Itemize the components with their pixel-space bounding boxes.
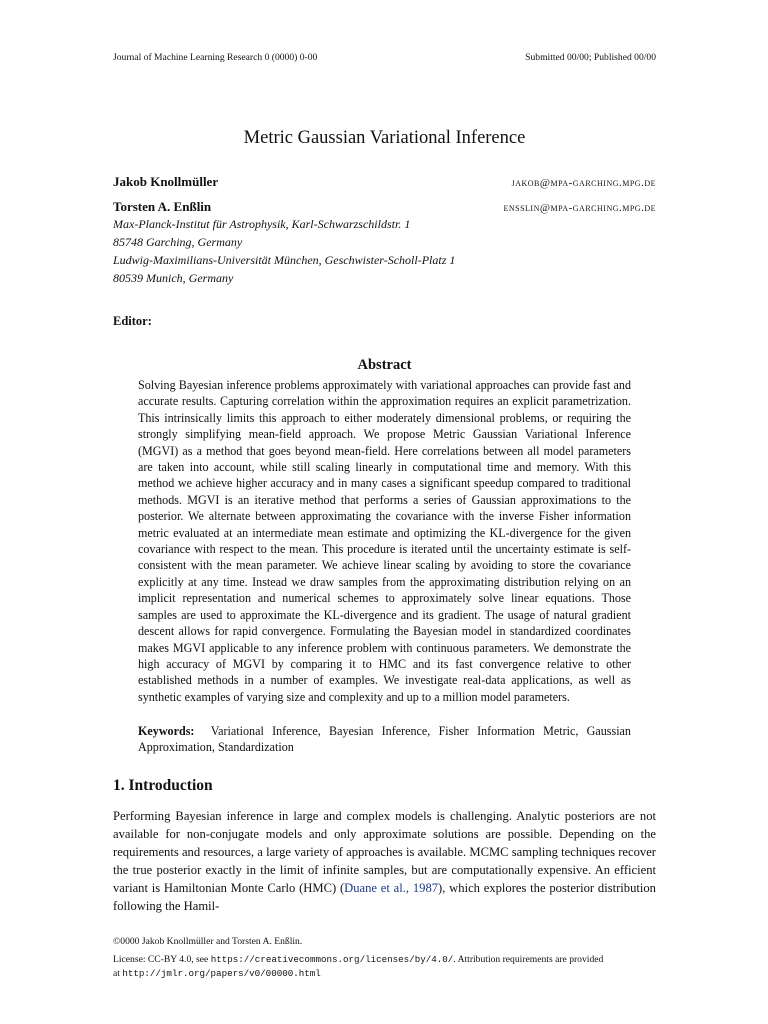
running-header (113, 52, 656, 63)
author-email[interactable]: jakob@mpa-garching.mpg.de (511, 177, 656, 189)
intro-paragraph-end: ), which explores the posterior distribution following the Hamil- (113, 881, 656, 913)
submission-dates: Submitted 00/00; Published 00/00 (525, 52, 656, 63)
author-2 (113, 199, 656, 215)
keywords-list: Variational Inference, Bayesian Inference, Fisher Information Metric, Gaussian Approximation, Standardization (138, 724, 631, 755)
keywords-label: Keywords: (138, 724, 195, 738)
license-text-end: . Attribution requirements are provided (453, 954, 604, 965)
at-text: at (113, 968, 123, 979)
paper-title: Metric Gaussian Variational Inference (243, 128, 526, 148)
abstract-heading: Abstract (357, 357, 412, 373)
affiliation-line: 80539 Munich, Germany (113, 271, 234, 285)
section-heading: 1. Introduction (113, 777, 213, 794)
copyright-line: ©0000 Jakob Knollmüller and Torsten A. Enßlin. (113, 936, 303, 947)
license-line (113, 953, 656, 967)
author-1 (113, 174, 656, 190)
abstract-text: Solving Bayesian inference problems approximately with variational approaches can provide fast and accurate results. Capturing correlation within the approximation requires an explicit parametrization. This intrinsically limits this approach to either moderately dimensional problems, or requiring the strongly simplifying mean-field approach. We propose Metric Gaussian Variational Inference (MGVI) as a method that goes beyond mean-field. Here correlations between all model parameters are taken into account, while still scaling linearly in computational time and memory. With this method we achieve higher accuracy and in many cases a significant speedup compared to traditional methods. MGVI is an iterative method that performs a series of Gaussian approximations to the posterior. We alternate between approximating the covariance with the inverse Fisher information metric evaluated at an intermediate mean estimate and optimizing the KL-divergence for the given covariance with respect to the mean. This procedure is iterated until the uncertainty estimate is self-consistent with the mean parameter. We achieve linear scaling by avoiding to store the covariance explicitly at any time. Instead we draw samples from the approximating distribution relying on an implicit representation and numerical schemes to approximately solve linear equations. Those samples are used to approximate the KL-divergence and its gradient. The usage of natural gradient descent allows for rapid convergence. Formulating the Bayesian model in standardized coordinates makes MGVI applicable to any inference problem with continuous parameters. We demonstrate the high accuracy of MGVI by comparing it to HMC and its fast convergence relative to other established methods in a number of examples. We investigate real-data applications, as well as synthetic examples of varying size and complexity and up to a million model parameters. (138, 378, 631, 704)
keywords (138, 723, 631, 756)
author-name: Torsten A. Enßlin (113, 199, 212, 214)
paper-url[interactable]: http://jmlr.org/papers/v0/00000.html (122, 968, 321, 979)
editor-label: Editor: (113, 314, 152, 328)
citation-link[interactable]: Duane et al., 1987 (344, 881, 439, 895)
license-text: License: CC-BY 4.0, see (113, 954, 211, 965)
journal-name: Journal of Machine Learning Research 0 (0000) 0-00 (113, 52, 318, 63)
affiliation-line: 85748 Garching, Germany (113, 235, 243, 249)
affiliation-block (113, 215, 455, 287)
intro-paragraph-start: Performing Bayesian inference in large and complex models is challenging. Analytic posteriors are not available for non-conjugate models and only approximate solutions are possible. Depending on the requirements and resources, a large variety of approaches is available. MCMC sampling techniques recover the true posterior exactly in the limit of infinite samples, but are computationally expensive. An efficient variant is Hamiltonian Monte Carlo (HMC) ( (113, 809, 656, 895)
introduction-text (113, 807, 656, 915)
author-email[interactable]: ensslin@mpa-garching.mpg.de (503, 202, 656, 214)
license-url[interactable]: https://creativecommons.org/licenses/by/4.0/ (210, 954, 454, 965)
affiliation-line: Max-Planck-Institut für Astrophysik, Karl-Schwarzschildstr. 1 (113, 217, 411, 231)
footnote (113, 935, 656, 981)
paper-url-line (113, 967, 656, 981)
affiliation-line: Ludwig-Maximilians-Universität München, Geschwister-Scholl-Platz 1 (113, 253, 456, 267)
author-name: Jakob Knollmüller (113, 174, 219, 189)
